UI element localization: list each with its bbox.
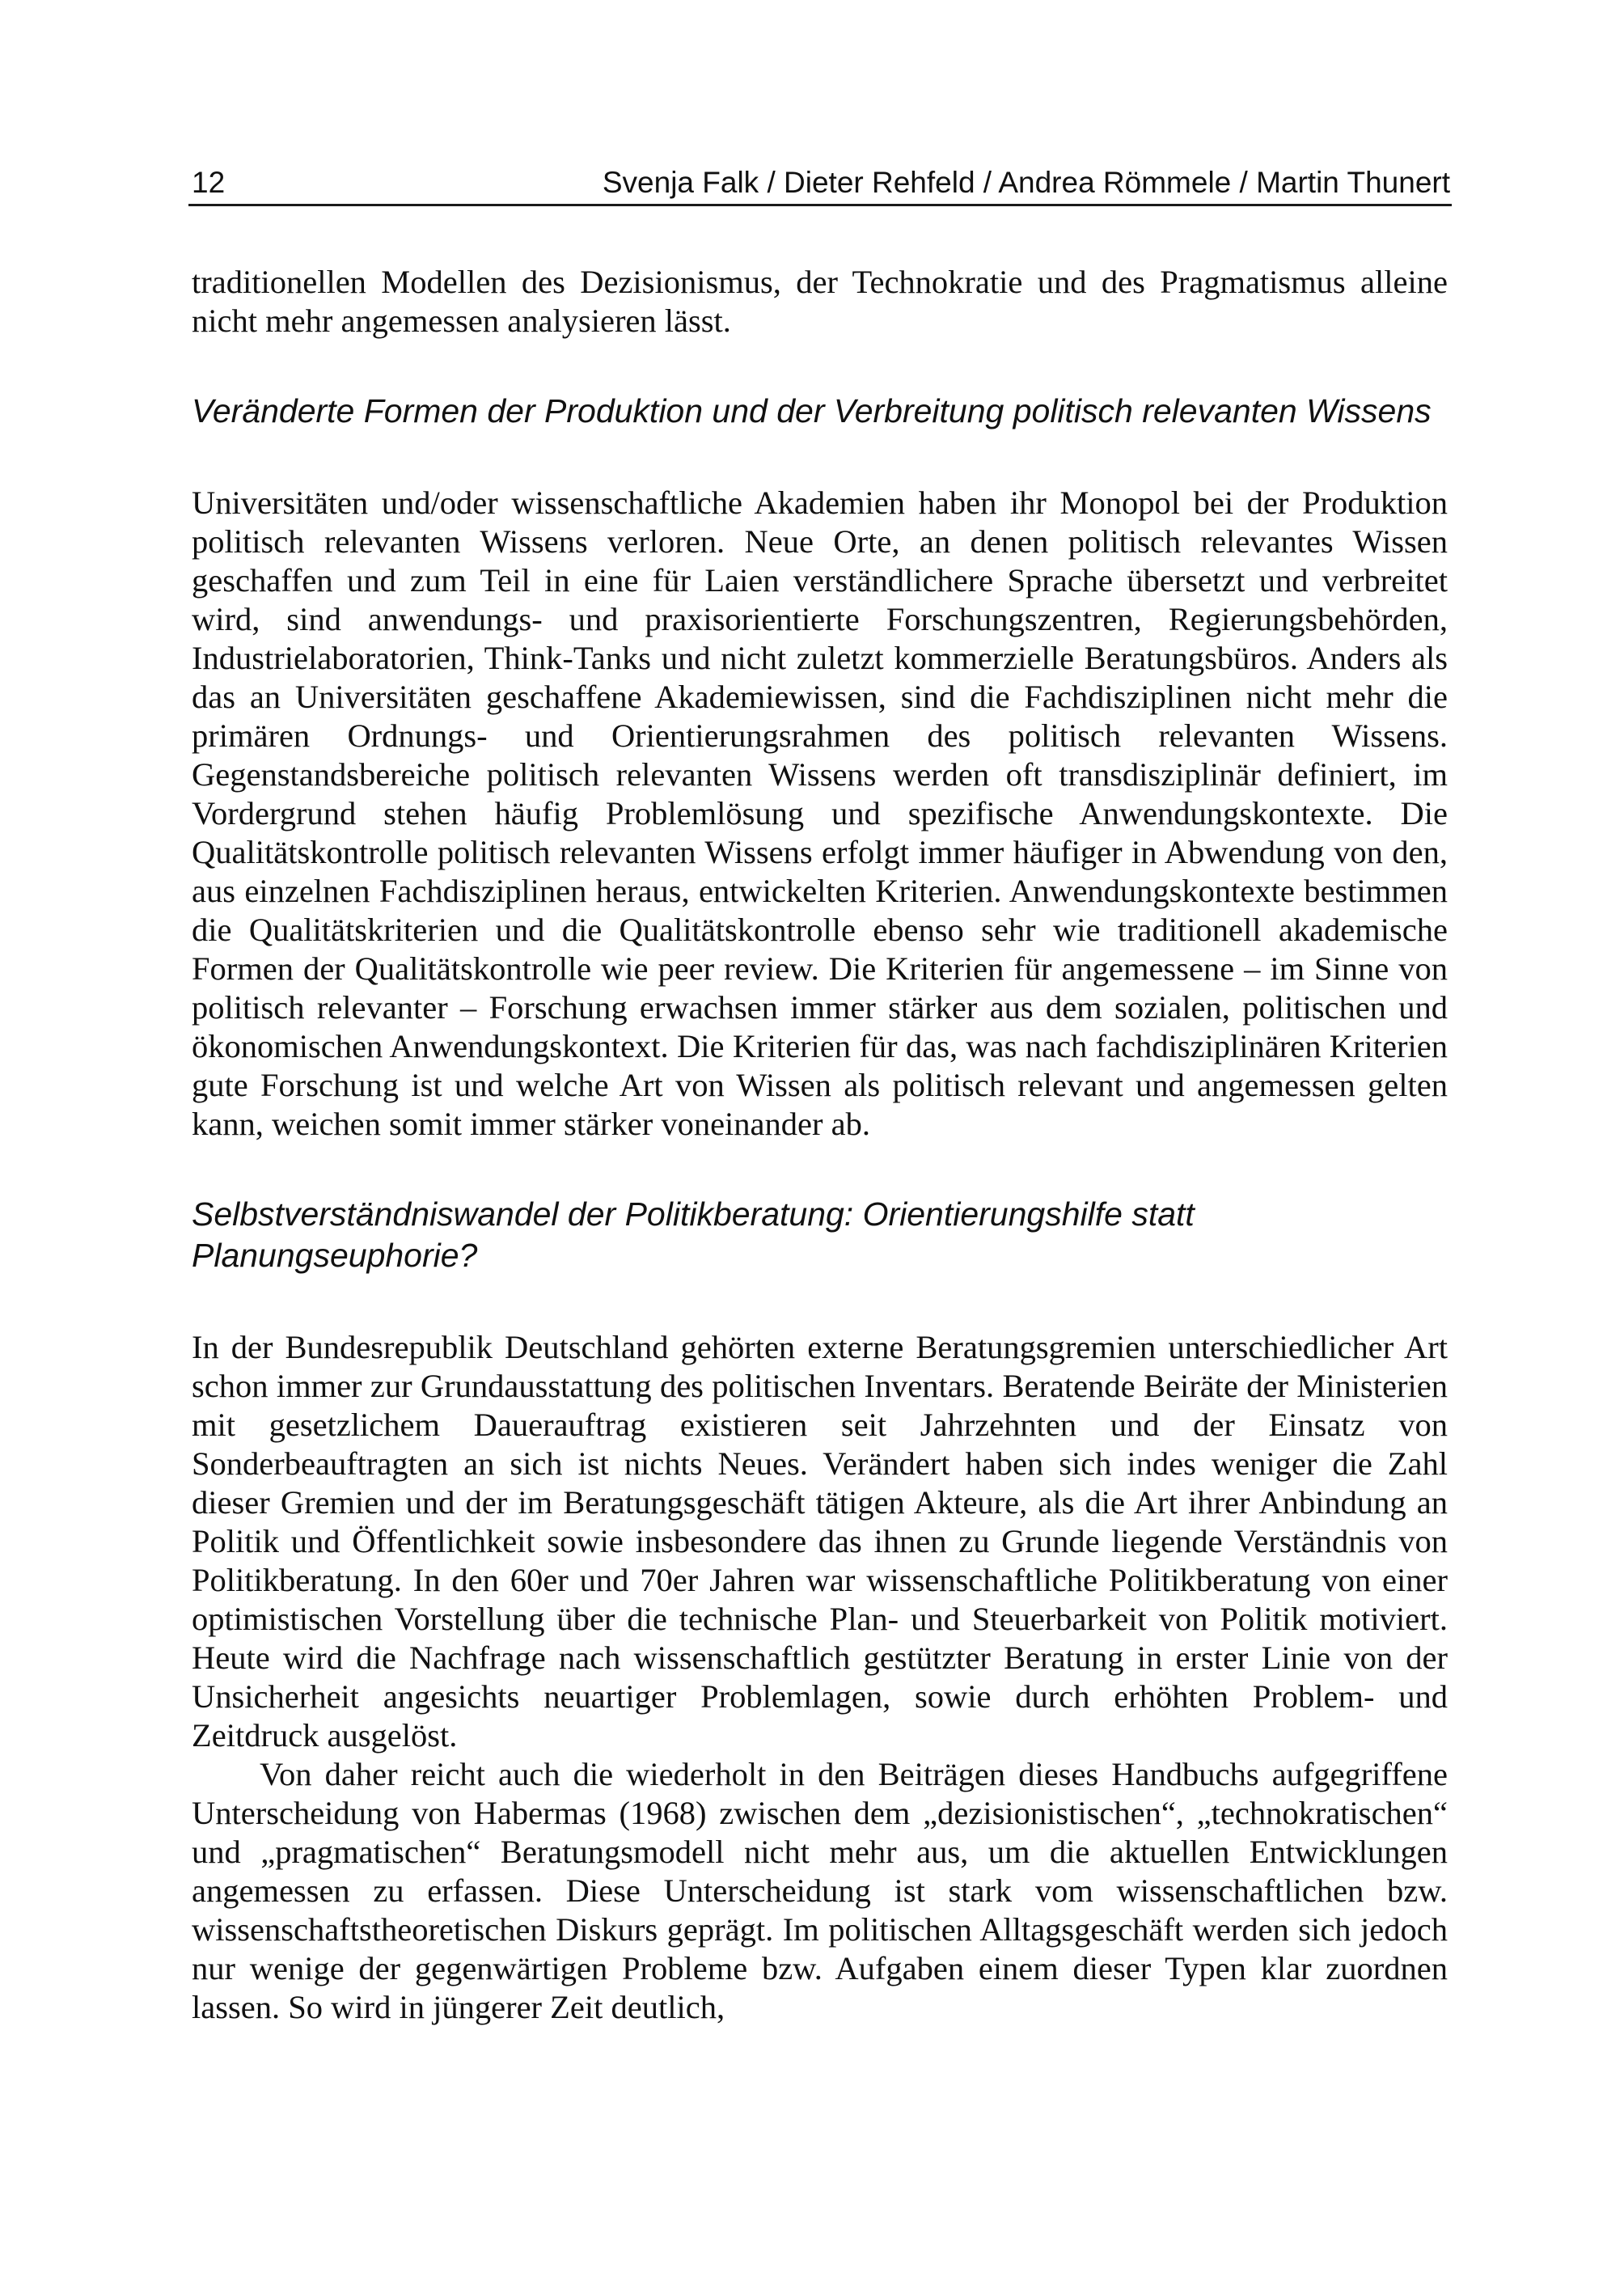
- body-text: [192, 263, 1448, 2027]
- page-number: 12: [192, 166, 226, 199]
- running-header-authors: Svenja Falk / Dieter Rehfeld / Andrea Römmele / Martin Thunert: [602, 166, 1450, 199]
- paragraph-habermas: Von daher reicht auch die wiederholt in den Beiträgen dieses Handbuchs aufgegriffene Unterscheidung von Habermas (1968) zwischen dem „dezisionistischen“, „technokratischen“ und „pragmatischen“ Beratungsmodell nicht mehr aus, um die aktuellen Entwicklungen angemessen zu erfassen. Diese Unterscheidung ist stark vom wissenschaftlichen bzw. wissenschaftstheoretischen Diskurs geprägt. Im politischen Alltagsgeschäft werden sich jedoch nur wenige der gegenwärtigen Probleme bzw. Aufgaben einem dieser Typen klar zuordnen lassen. So wird in jüngerer Zeit deutlich,: [192, 1756, 1448, 2025]
- spacer: [192, 1144, 1448, 1194]
- spacer: [192, 432, 1448, 484]
- paragraph-bundesrepublik: In der Bundesrepublik Deutschland gehörten externe Beratungsgremien unterschiedlicher Art schon immer zur Grundausstattung des politischen Inventars. Beratende Beiräte der Ministerien mit gesetzlichem Dauerauftrag existieren seit Jahrzehnten und der Einsatz von Sonderbeauftragten an sich ist nichts Neues. Verändert haben sich indes weniger die Zahl dieser Gremien und der im Beratungsgeschäft tätigen Akteure, als die Art ihrer Anbindung an Politik und Öffentlichkeit sowie insbesondere das ihnen zu Grunde liegende Verständnis von Politikberatung. In den 60er und 70er Jahren war wissenschaftliche Politikberatung von einer optimistischen Vorstellung über die technische Plan- und Steuerbarkeit von Politik motiviert. Heute wird die Nachfrage nach wissenschaftlich gestützter Beratung in erster Linie von der Unsicherheit angesichts neuartiger Problemlagen, sowie durch erhöhten Problem- und Zeitdruck ausgelöst.: [192, 1329, 1448, 1754]
- spacer: [192, 341, 1448, 391]
- continuation-paragraph: traditionellen Modellen des Dezisionismus, der Technokratie und des Pragmatismus alleine nicht mehr angemessen analysieren lässt.: [192, 264, 1448, 339]
- running-header: [188, 162, 1452, 206]
- spacer: [192, 1276, 1448, 1328]
- paragraph-wissensproduktion: Universitäten und/oder wissenschaftliche Akademien haben ihr Monopol bei der Produktion politisch relevanten Wissens verloren. Neue Orte, an denen politisch relevantes Wissen geschaffen und zum Teil in eine für Laien verständlichere Sprache übersetzt und verbreitet wird, sind anwendungs- und praxisorientierte Forschungszentren, Regierungsbehörden, Industrielaboratorien, Think-Tanks und nicht zuletzt kommerzielle Beratungsbüros. Anders als das an Universitäten geschaffene Akademiewissen, sind die Fachdisziplinen nicht mehr die primären Ordnungs- und Orientierungsrahmen des politisch relevanten Wissens. Gegenstandsbereiche politisch relevanten Wissens werden oft transdisziplinär definiert, im Vordergrund stehen häufig Problemlösung und spezifische Anwendungskontexte. Die Qualitätskontrolle politisch relevanten Wissens erfolgt immer häufiger in Abwendung von den, aus einzelnen Fachdisziplinen heraus, entwickelten Kriterien. Anwendungskontexte bestimmen die Qualitätskriterien und die Qualitätskontrolle ebenso sehr wie traditionell akademische Formen der Qualitätskontrolle wie peer review. Die Kriterien für angemessene – im Sinne von politisch relevanter – Forschung erwachsen immer stärker aus dem sozialen, politischen und ökonomischen Anwendungskontext. Die Kriterien für das, was nach fachdisziplinären Kriterien gute Forschung ist und welche Art von Wissen als politisch relevant und angemessen gelten kann, weichen somit immer stärker voneinander ab.: [192, 484, 1448, 1142]
- section-heading-selbstverstaendniswandel: Selbstverständniswandel der Politikberatung: Orientierungshilfe statt Planungseuphorie?: [192, 1195, 1195, 1274]
- section-heading-wissensproduktion: Veränderte Formen der Produktion und der Verbreitung politisch relevanten Wissens: [192, 392, 1432, 429]
